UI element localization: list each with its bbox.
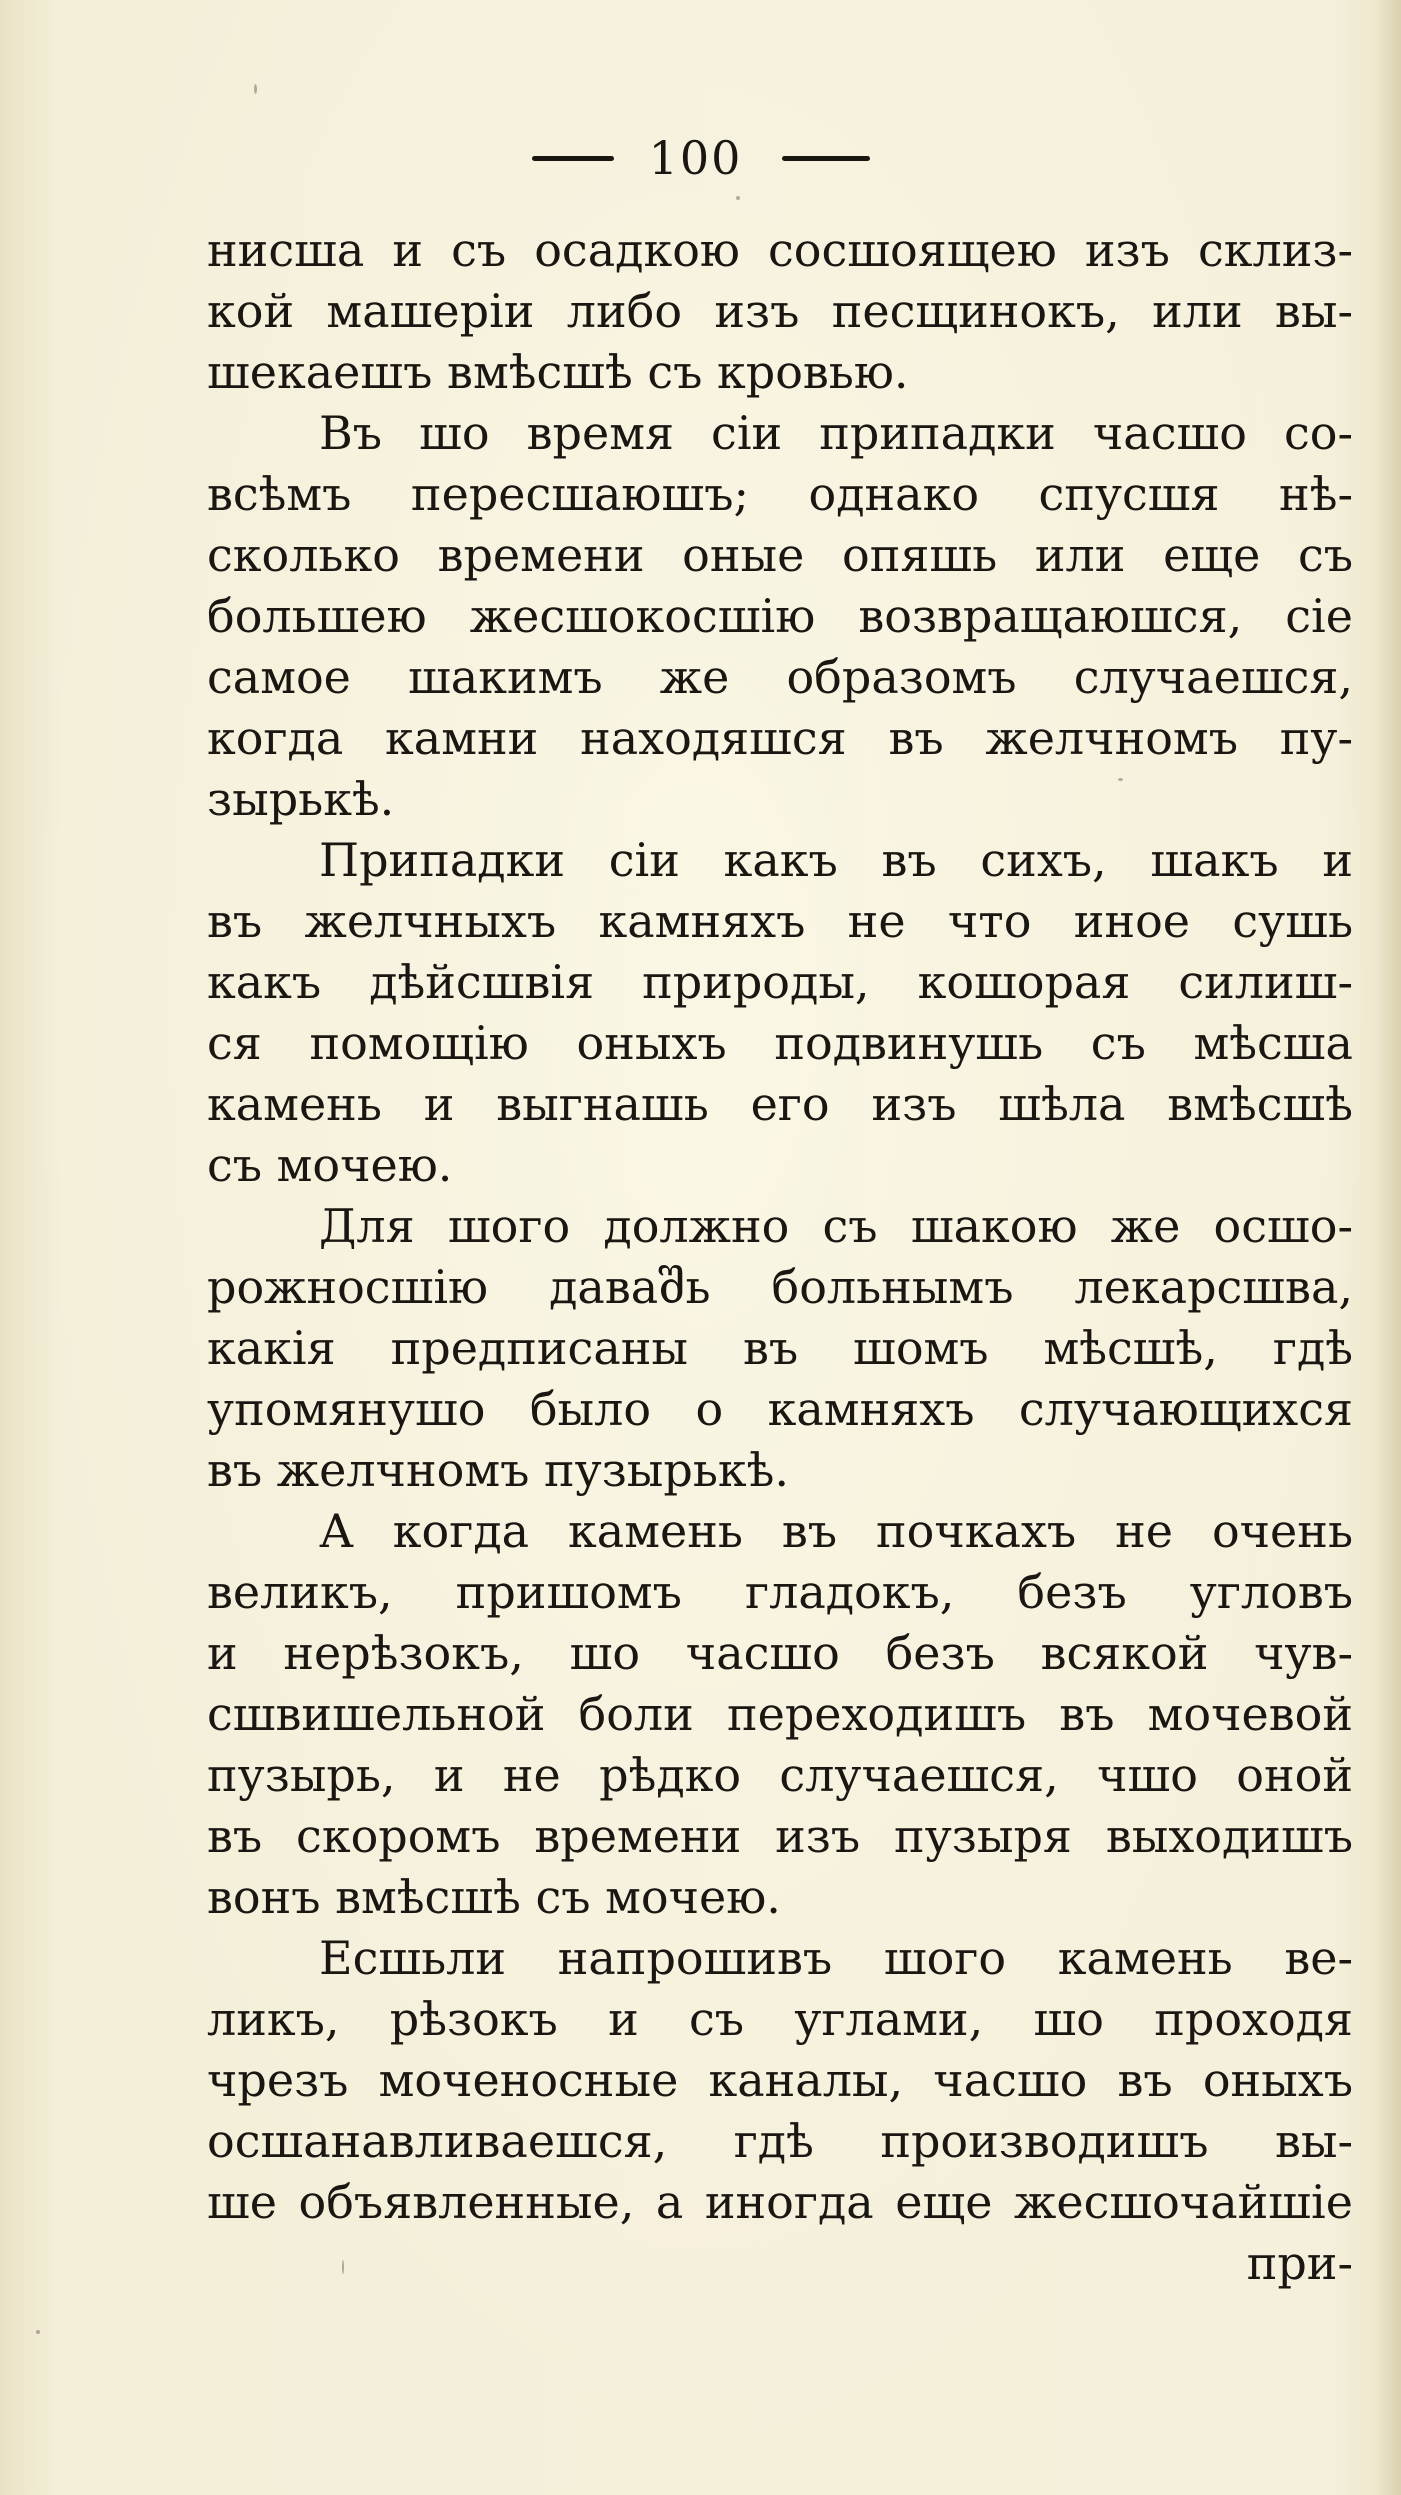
paragraph-first-line: Въ шо время сіи припадки часшо со- xyxy=(319,406,1353,460)
text-line: вонъ вмѣсшѣ съ мочею. xyxy=(207,1870,781,1924)
text-line: кой машеріи либо изъ песщинокъ, или вы- xyxy=(207,284,1353,338)
text-line: какія предписаны въ шомъ мѣсшѣ, гдѣ xyxy=(207,1321,1353,1375)
page-number: 100 xyxy=(648,131,743,185)
text-line: когда камни находяшся въ желчномъ пу- xyxy=(207,711,1353,765)
paper-speck xyxy=(254,84,257,94)
paper-speck xyxy=(1118,778,1123,781)
text-line: въ желчномъ пузырькѣ. xyxy=(207,1443,790,1497)
text-line: въ скоромъ времени изъ пузыря выходишъ xyxy=(207,1809,1353,1863)
header-rule-right xyxy=(782,156,870,161)
paragraph-first-line: Есшьли напрошивъ шого камень ве- xyxy=(319,1931,1353,1985)
text-line: ликъ, рѣзокъ и съ углами, шо проходя xyxy=(207,1992,1353,2046)
text-line: ся помощію оныхъ подвинушь съ мѣсша xyxy=(207,1016,1353,1070)
text-line: ше объявленные, а иногда еще жесшочайшіе xyxy=(207,2175,1353,2229)
text-line: рожносшію даваშь больнымъ лекарсшва, xyxy=(207,1260,1353,1314)
paper-speck xyxy=(342,2260,344,2274)
text-line: съ мочею. xyxy=(207,1138,453,1192)
text-line: самое шакимъ же образомъ случаешся, xyxy=(207,650,1353,704)
text-line: шекаешъ вмѣсшѣ съ кровью. xyxy=(207,345,909,399)
text-line: какъ дѣйсшвія природы, кошорая силиш- xyxy=(207,955,1353,1009)
paragraph-first-line: А когда камень въ почкахъ не очень xyxy=(319,1504,1353,1558)
page-header xyxy=(0,128,1401,188)
paper-speck xyxy=(736,196,740,200)
text-line: сколько времени оные опяшь или еще съ xyxy=(207,528,1353,582)
text-line: нисша и съ осадкою сосшоящею изъ склиз- xyxy=(207,223,1353,277)
text-line: пузырь, и не рѣдко случаешся, чшо оной xyxy=(207,1748,1353,1802)
text-line: зырькѣ. xyxy=(207,772,395,826)
body-text xyxy=(207,220,1353,2294)
text-line: осшанавливаешся, гдѣ производишъ вы- xyxy=(207,2114,1353,2168)
text-line: великъ, пришомъ гладокъ, безъ угловъ xyxy=(207,1565,1353,1619)
text-line: упомянушо было о камняхъ случающихся xyxy=(207,1382,1353,1436)
text-line: и нерѣзокъ, шо часшо безъ всякой чув- xyxy=(207,1626,1353,1680)
paragraph-first-line: Для шого должно съ шакою же осшо- xyxy=(319,1199,1353,1253)
paper-speck xyxy=(36,2330,40,2334)
paragraph-first-line: Припадки сіи какъ въ сихъ, шакъ и xyxy=(319,833,1353,887)
text-line: чрезъ моченосные каналы, часшо въ оныхъ xyxy=(207,2053,1353,2107)
catchword: при- xyxy=(1246,2236,1353,2290)
text-line: большею жесшокосшію возвращаюшся, сіе xyxy=(207,589,1353,643)
page-edge-shadow xyxy=(1375,0,1401,2495)
text-line: всѣмъ пересшаюшъ; однако спусшя нѣ- xyxy=(207,467,1353,521)
text-line: сшвишельной боли переходишъ въ мочевой xyxy=(207,1687,1353,1741)
header-rule-left xyxy=(532,156,614,161)
text-line: камень и выгнашь его изъ шѣла вмѣсшѣ xyxy=(207,1077,1353,1131)
text-line: въ желчныхъ камняхъ не что иное сушь xyxy=(207,894,1353,948)
